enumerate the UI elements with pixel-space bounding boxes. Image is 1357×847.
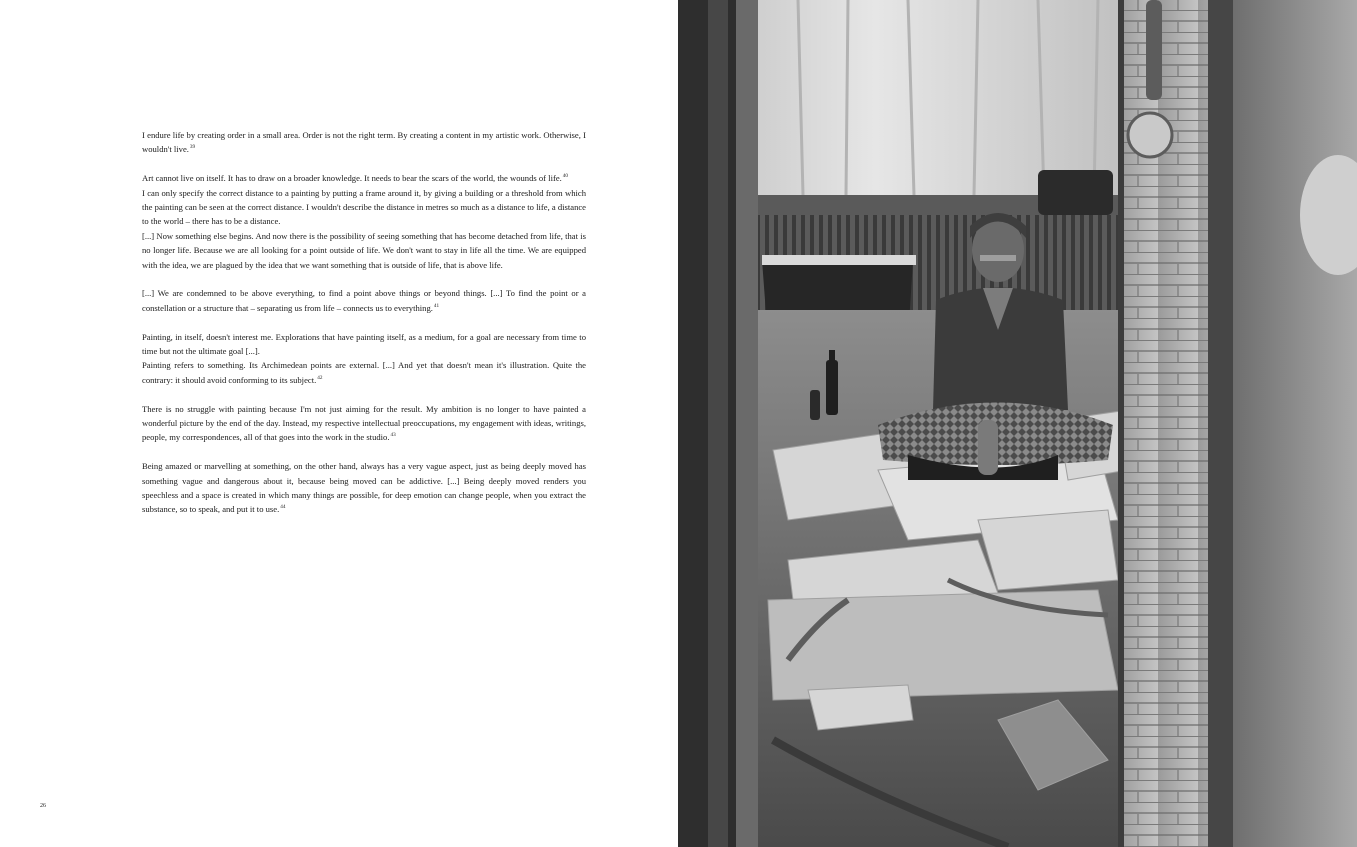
- page-number: 26: [40, 803, 46, 809]
- paragraph-text: I can only specify the correct distance to a painting by putting a frame around it, by giving a building or a threshold from which the painting can be seen at the correct distance. I wouldn't describe the distance in metres so much as a distance to life, a distance to the world – there has to be a distance.: [142, 187, 586, 227]
- paragraph-text: Being amazed or marvelling at something, on the other hand, always has a very vague aspect, just as being deeply moved has something vague and dangerous about it, because being moved can be addictive. [...] Being deeply moved renders you speechless and a space is created in which many things are possible, for deep emotion can change people, when you extract the substance, so to speak, and put it to use.: [142, 461, 586, 515]
- paragraph: [142, 128, 586, 157]
- paragraph-text: [...] Now something else begins. And now there is the possibility of seeing something that has become detached from life, that is no longer life. Because we are all looking for a point outside of life. We don't want to stay in life all the time. We are equipped with the idea, we are plagued by the idea that we want something that is outside of life, that is above life.: [142, 230, 586, 270]
- footnote-marker: 44: [280, 504, 286, 511]
- paragraph-text: I endure life by creating order in a small area. Order is not the right term. By creating a content in my artistic work. Otherwise, I wouldn't live.: [142, 130, 586, 155]
- footnote-marker: 39: [189, 144, 196, 151]
- paragraph-text: [...] We are condemned to be above everything, to find a point above things or beyond things. [...] To find the point or a constellation or a structure that – separating us from life – connects us to everything.: [142, 288, 586, 313]
- footnote-marker: 43: [390, 432, 396, 439]
- paragraph: [142, 402, 586, 445]
- text-page: [0, 0, 678, 847]
- footnote-marker: 42: [317, 374, 323, 381]
- photograph: [678, 0, 1357, 847]
- paragraph: [142, 229, 586, 272]
- footnote-marker: 41: [433, 302, 440, 309]
- body-text: [142, 128, 586, 517]
- paragraph-text: Painting, in itself, doesn't interest me. Explorations that have painting itself, as a medium, for a goal are necessary from time to time but not the ultimate goal [...].: [142, 331, 586, 357]
- paragraph: [142, 330, 586, 359]
- studio-photo-illustration: [678, 0, 1357, 847]
- paragraph: [142, 186, 586, 229]
- paragraph: [142, 459, 586, 517]
- paragraph-text: There is no struggle with painting because I'm not just aiming for the result. My ambition is no longer to have painted a wonderful picture by the end of the day. Instead, my respective intellectual preoccupations, my engagement with ideas, writings, people, my correspondences, all of that goes into the work in the studio.: [142, 403, 586, 443]
- paragraph: [142, 171, 586, 185]
- paragraph: [142, 358, 586, 387]
- footnote-marker: 40: [562, 173, 568, 180]
- paragraph-text: Painting refers to something. Its Archimedean points are external. [...] And yet that doesn't mean it's illustration. Quite the contrary: it should avoid conforming to its subject.: [142, 360, 586, 385]
- paragraph: [142, 286, 586, 315]
- paragraph-text: Art cannot live on itself. It has to draw on a broader knowledge. It needs to bear the scars of the world, the wounds of life.: [142, 173, 562, 184]
